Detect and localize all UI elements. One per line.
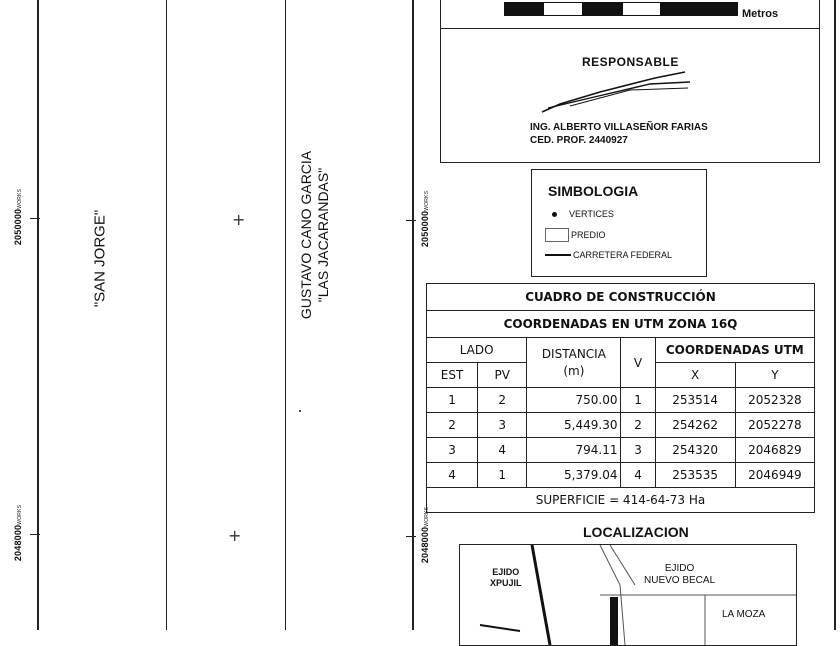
localizacion-map: [459, 544, 797, 646]
coord-tick: [30, 218, 40, 219]
neighbor-label-san-jorge: "SAN JORGE": [91, 209, 109, 308]
responsable-signature: [540, 68, 700, 116]
legend-vertices: [552, 209, 614, 219]
header-distancia: [527, 338, 621, 388]
table-subtitle: COORDENADAS EN UTM ZONA 16Q: [427, 311, 815, 338]
responsable-cedula: CED. PROF. 2440927: [530, 135, 628, 146]
header-est: EST: [427, 363, 478, 388]
predio-box-icon: [545, 228, 569, 242]
localizacion-title: LOCALIZACION: [583, 524, 689, 540]
simbologia-title: SIMBOLOGIA: [548, 183, 639, 199]
coord-label-mid-top: 2050000WORKS: [420, 190, 430, 248]
map-dot: [299, 410, 301, 412]
legend-carretera-label: CARRETERA FEDERAL: [573, 250, 673, 260]
grid-cross-marker: +: [232, 210, 246, 229]
coord-tick: [406, 536, 416, 537]
header-x: X: [655, 363, 735, 388]
panel-divider: [440, 28, 819, 29]
scale-unit: Metros: [742, 8, 779, 20]
neighbor-owner-name: GUSTAVO CANO GARCIA: [298, 150, 314, 320]
scale-bar: [504, 2, 738, 16]
localizacion-map-lines: [460, 545, 796, 645]
table-title: CUADRO DE CONSTRUCCIÓN: [427, 284, 815, 311]
header-coordenadas: COORDENADAS UTM: [655, 338, 814, 363]
la-moza-label: LA MOZA: [722, 609, 766, 620]
coord-label-left-top: 2050000WORKS: [13, 188, 23, 246]
right-panel-edge: [834, 0, 836, 630]
coord-label-mid-bottom: 2048000WORKS: [420, 506, 430, 564]
legend-vertices-label: VERTICES: [569, 209, 614, 219]
table-row: 1 2 750.00 1 253514 2052328: [427, 388, 815, 413]
ejido-xpujil-label: EJIDO XPUJIL: [490, 567, 522, 588]
legend-predio: [545, 228, 606, 242]
table-row: 2 3 5,449.30 2 254262 2052278: [427, 413, 815, 438]
responsable-name: ING. ALBERTO VILLASEÑOR FARIAS: [530, 122, 708, 133]
coord-tick: [406, 220, 416, 221]
header-v: V: [621, 338, 655, 388]
ejido-nuevo-becal-label: EJIDO NUEVO BECAL: [644, 563, 716, 586]
coord-label-left-bottom: 2048000WORKS: [13, 504, 23, 562]
header-lado: LADO: [427, 338, 527, 363]
grid-cross-marker: +: [228, 526, 242, 545]
header-y: Y: [735, 363, 814, 388]
legend-predio-label: PREDIO: [571, 230, 606, 240]
superficie: SUPERFICIE = 414-64-73 Ha: [427, 488, 815, 513]
map-border-line-3: [285, 0, 286, 630]
road-line-icon: [545, 254, 571, 256]
coord-tick: [30, 534, 40, 535]
legend-carretera: [545, 250, 672, 260]
table-row: 4 1 5,379.04 4 253535 2046949: [427, 463, 815, 488]
header-pv: PV: [478, 363, 527, 388]
header-distancia-unit: (m): [563, 363, 585, 378]
map-border-line-1: [37, 0, 39, 630]
table-row: 3 4 794.11 3 254320 2046829: [427, 438, 815, 463]
vertex-dot-icon: [552, 212, 557, 217]
construction-table: [426, 283, 815, 513]
map-border-line-2: [166, 0, 167, 630]
header-distancia-label: DISTANCIA: [541, 346, 606, 361]
responsable-title: RESPONSABLE: [582, 55, 679, 69]
neighbor-label-gustavo: [298, 150, 332, 320]
neighbor-property-name: "LAS JACARANDAS": [315, 167, 331, 303]
